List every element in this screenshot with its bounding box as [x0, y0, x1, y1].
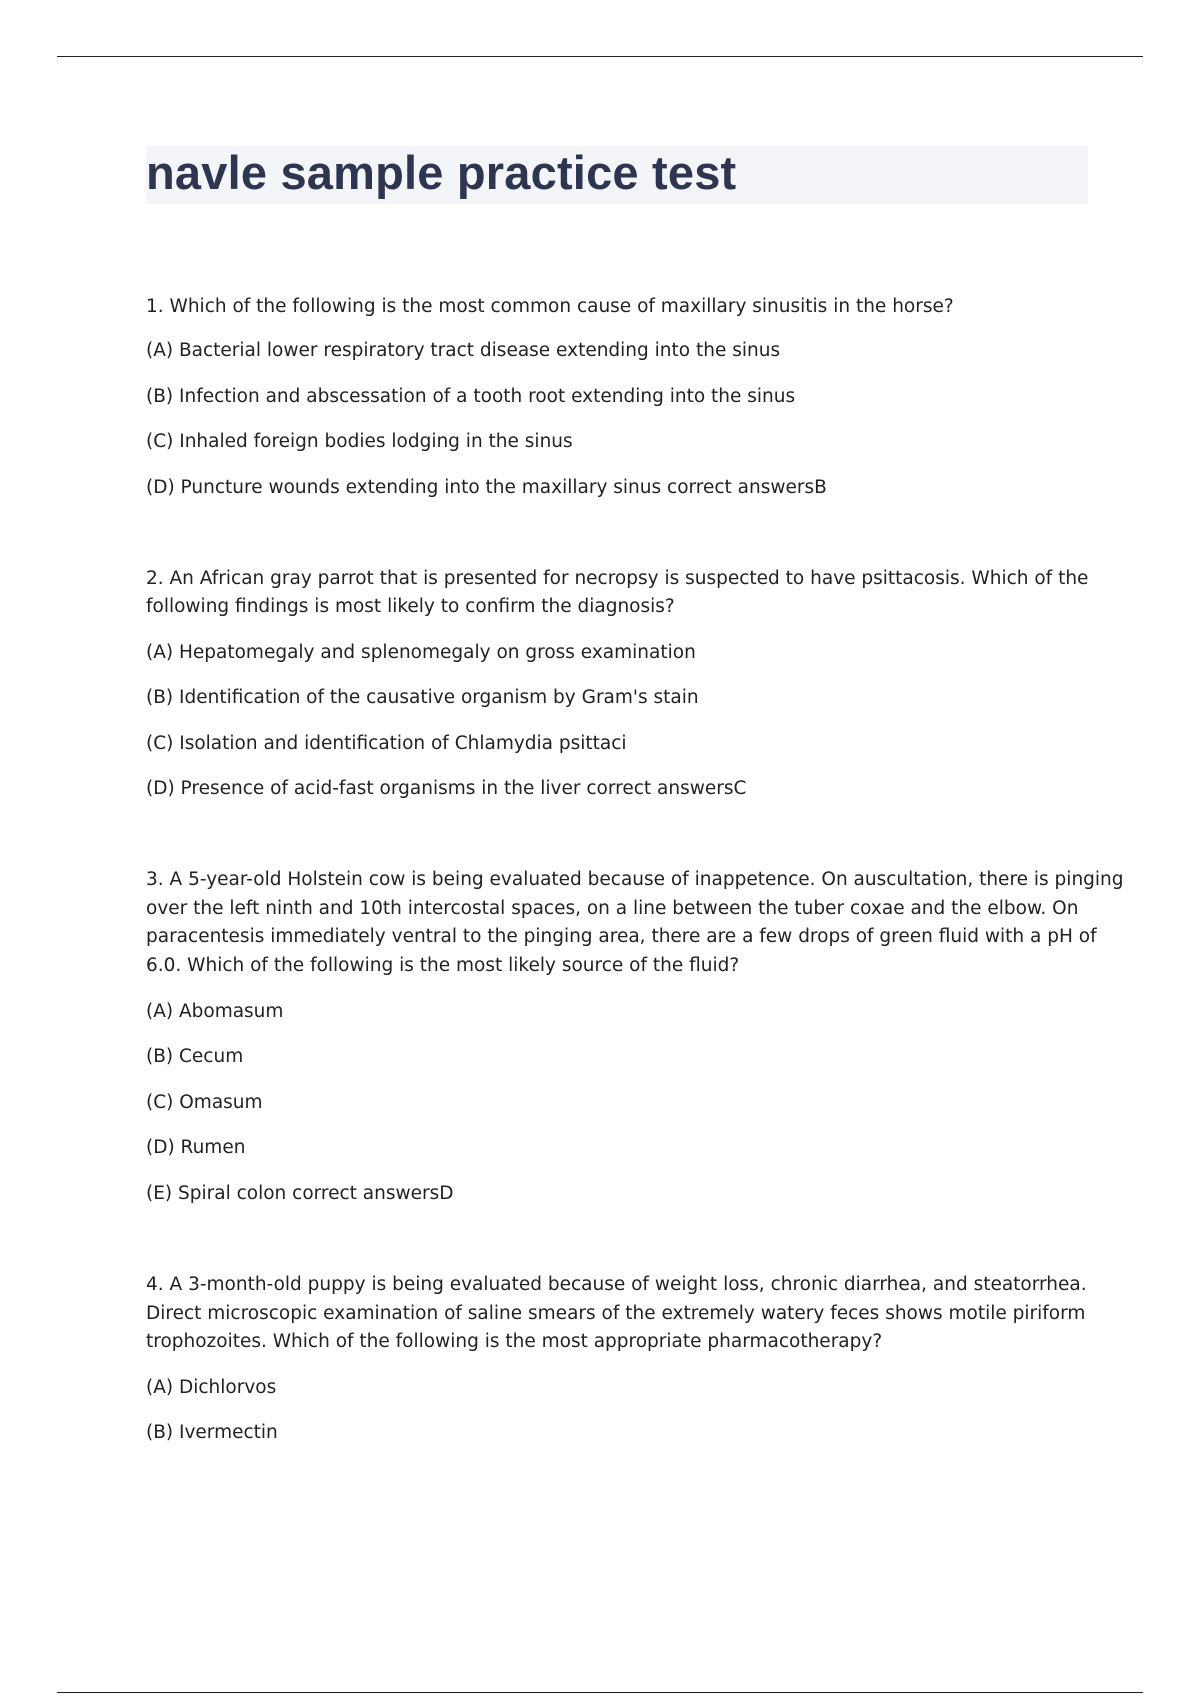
- question-4-stem-line-2: Direct microscopic examination of saline smears of the extremely watery feces shows motile piriform: [146, 1303, 1086, 1324]
- question-1-option-d: (D) Puncture wounds extending into the maxillary sinus correct answersB: [146, 477, 827, 498]
- question-1-stem: 1. Which of the following is the most common cause of maxillary sinusitis in the horse?: [146, 296, 954, 317]
- question-1-option-b: (B) Infection and abscessation of a tooth root extending into the sinus: [146, 386, 796, 407]
- question-3-option-e: (E) Spiral colon correct answersD: [146, 1183, 454, 1204]
- question-3-stem-line-4: 6.0. Which of the following is the most likely source of the fluid?: [146, 955, 740, 976]
- question-2-option-d: (D) Presence of acid-fast organisms in the liver correct answersC: [146, 778, 747, 799]
- question-3-option-c: (C) Omasum: [146, 1092, 263, 1113]
- question-4-option-a: (A) Dichlorvos: [146, 1377, 277, 1398]
- question-2-option-b: (B) Identification of the causative organism by Gram's stain: [146, 687, 699, 708]
- document-title: navle sample practice test: [146, 146, 737, 199]
- question-4-stem-line-3: trophozoites. Which of the following is the most appropriate pharmacotherapy?: [146, 1331, 883, 1352]
- question-4-option-b: (B) Ivermectin: [146, 1422, 278, 1443]
- bottom-rule: [57, 1692, 1143, 1693]
- question-3-stem-line-1: 3. A 5-year-old Holstein cow is being evaluated because of inappetence. On auscultation, there is pinging: [146, 869, 1124, 890]
- question-1-option-a: (A) Bacterial lower respiratory tract disease extending into the sinus: [146, 340, 781, 361]
- question-3-stem-line-3: paracentesis immediately ventral to the pinging area, there are a few drops of green fluid with a pH of: [146, 926, 1097, 947]
- question-3-option-a: (A) Abomasum: [146, 1001, 284, 1022]
- question-2-stem-line-2: following findings is most likely to confirm the diagnosis?: [146, 596, 675, 617]
- question-2-option-a: (A) Hepatomegaly and splenomegaly on gross examination: [146, 642, 696, 663]
- question-4-stem-line-1: 4. A 3-month-old puppy is being evaluated because of weight loss, chronic diarrhea, and steatorrhea.: [146, 1274, 1087, 1295]
- question-2-option-c: (C) Isolation and identification of Chlamydia psittaci: [146, 733, 627, 754]
- question-2-stem-line-1: 2. An African gray parrot that is presented for necropsy is suspected to have psittacosis. Which of the: [146, 568, 1089, 589]
- question-3-option-d: (D) Rumen: [146, 1137, 246, 1158]
- question-3-stem-line-2: over the left ninth and 10th intercostal spaces, on a line between the tuber coxae and the elbow. On: [146, 898, 1079, 919]
- question-1-option-c: (C) Inhaled foreign bodies lodging in the sinus: [146, 431, 573, 452]
- question-3-option-b: (B) Cecum: [146, 1046, 244, 1067]
- top-rule: [57, 56, 1143, 57]
